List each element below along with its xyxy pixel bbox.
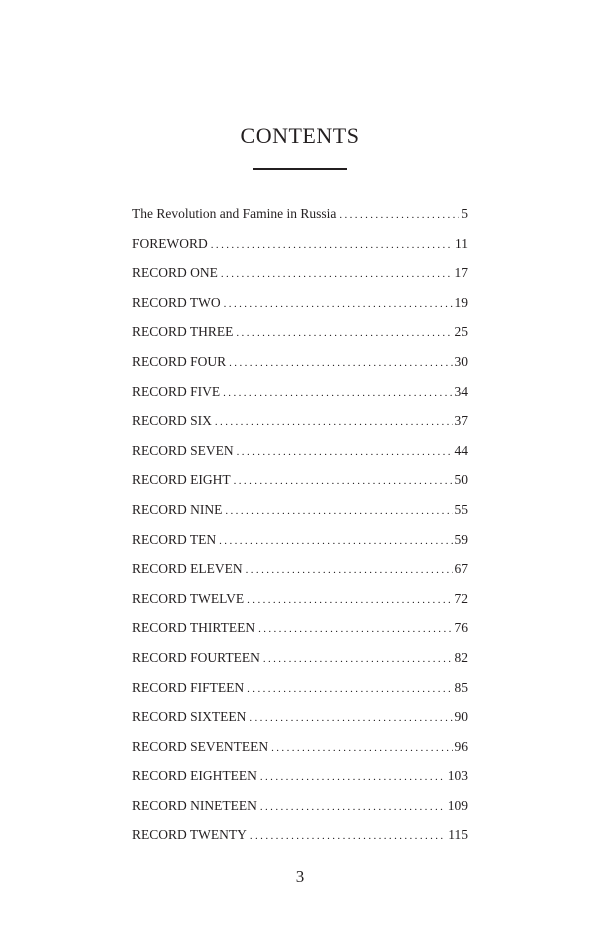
page-number: 3: [295, 867, 305, 886]
toc-dot-leader: [224, 293, 453, 315]
toc-entry-page: 96: [454, 738, 468, 754]
toc-dot-leader: [236, 322, 452, 344]
toc-dot-leader: [249, 707, 452, 729]
toc-entry-page: 59: [454, 531, 468, 547]
toc-entry[interactable]: [132, 706, 468, 736]
toc-entry-page: 85: [454, 679, 468, 695]
toc-entry-label: RECORD NINE: [132, 501, 223, 517]
toc-entry-label: RECORD FOUR: [132, 353, 227, 369]
toc-entry-label: RECORD ELEVEN: [132, 561, 243, 577]
toc-entry-label: RECORD SEVENTEEN: [132, 738, 269, 754]
toc-entry-label: RECORD FOURTEEN: [132, 649, 260, 665]
toc-entry-label: RECORD TWO: [132, 294, 221, 310]
toc-entry-label: RECORD TWENTY: [132, 827, 247, 843]
toc-entry[interactable]: [132, 795, 468, 825]
toc-entry-page: 25: [454, 324, 468, 340]
toc-entry-page: 50: [454, 472, 468, 488]
toc-entry[interactable]: [132, 440, 468, 470]
toc-entry-page: 37: [454, 413, 468, 429]
toc-entry-page: 76: [454, 620, 468, 636]
toc-entry-label: RECORD EIGHT: [132, 472, 231, 488]
toc-entry-label: FOREWORD: [132, 235, 208, 251]
toc-dot-leader: [221, 263, 453, 285]
toc-dot-leader: [223, 382, 452, 404]
toc-entry[interactable]: [132, 677, 468, 707]
toc-entry[interactable]: [132, 381, 468, 411]
toc-dot-leader: [263, 648, 453, 670]
toc-entry-page: 30: [454, 353, 468, 369]
toc-entry-label: RECORD EIGHTEEN: [132, 768, 257, 784]
toc-entry[interactable]: [132, 233, 468, 263]
toc-entry-page: 19: [454, 294, 468, 310]
toc-entry[interactable]: [132, 321, 468, 351]
toc-dot-leader: [215, 411, 453, 433]
toc-dot-leader: [258, 618, 452, 640]
title-underline: [253, 168, 347, 170]
toc-entry[interactable]: [132, 617, 468, 647]
toc-entry[interactable]: [132, 558, 468, 588]
toc-dot-leader: [247, 678, 452, 700]
toc-entry-label: RECORD TWELVE: [132, 590, 245, 606]
toc-entry-label: RECORD SIXTEEN: [132, 709, 247, 725]
toc-entry-label: RECORD THREE: [132, 324, 234, 340]
table-of-contents: [132, 203, 468, 854]
toc-entry-label: RECORD SIX: [132, 413, 212, 429]
toc-dot-leader: [225, 500, 452, 522]
toc-entry-page: 90: [454, 709, 468, 725]
toc-dot-leader: [211, 234, 453, 256]
toc-entry-page: 55: [454, 501, 468, 517]
toc-entry-page: 115: [448, 827, 468, 843]
toc-entry-label: RECORD TEN: [132, 531, 217, 547]
toc-entry[interactable]: [132, 647, 468, 677]
toc-entry-label: RECORD NINETEEN: [132, 797, 257, 813]
toc-entry[interactable]: [132, 529, 468, 559]
toc-entry[interactable]: [132, 469, 468, 499]
toc-entry[interactable]: [132, 499, 468, 529]
toc-entry-page: 67: [454, 561, 468, 577]
toc-dot-leader: [260, 796, 446, 818]
toc-entry[interactable]: [132, 824, 468, 854]
toc-entry[interactable]: [132, 262, 468, 292]
toc-entry-page: 34: [454, 383, 468, 399]
toc-dot-leader: [246, 559, 453, 581]
toc-dot-leader: [247, 589, 452, 611]
toc-entry[interactable]: [132, 292, 468, 322]
toc-dot-leader: [237, 441, 453, 463]
toc-entry-label: RECORD ONE: [132, 265, 218, 281]
toc-entry[interactable]: [132, 410, 468, 440]
toc-entry-label: RECORD THIRTEEN: [132, 620, 256, 636]
toc-entry-page: 82: [454, 649, 468, 665]
toc-entry[interactable]: [132, 203, 468, 233]
toc-dot-leader: [229, 352, 452, 374]
toc-entry[interactable]: [132, 351, 468, 381]
toc-entry[interactable]: [132, 765, 468, 795]
toc-dot-leader: [250, 825, 446, 847]
toc-entry-label: RECORD SEVEN: [132, 442, 234, 458]
toc-entry-label: The Revolution and Famine in Russia: [132, 206, 337, 221]
toc-entry-page: 17: [454, 265, 468, 281]
toc-entry-label: RECORD FIVE: [132, 383, 221, 399]
toc-entry-page: 103: [447, 768, 468, 784]
toc-dot-leader: [260, 766, 446, 788]
page-title: CONTENTS: [240, 123, 360, 148]
toc-entry-page: 44: [454, 442, 468, 458]
toc-entry[interactable]: [132, 588, 468, 618]
toc-entry-page: 5: [461, 206, 468, 221]
toc-entry[interactable]: [132, 736, 468, 766]
toc-dot-leader: [339, 204, 459, 226]
toc-entry-label: RECORD FIFTEEN: [132, 679, 245, 695]
toc-entry-page: 109: [447, 797, 468, 813]
toc-entry-page: 11: [455, 235, 468, 251]
toc-dot-leader: [219, 530, 452, 552]
toc-dot-leader: [234, 470, 453, 492]
toc-entry-page: 72: [454, 590, 468, 606]
toc-dot-leader: [271, 737, 452, 759]
